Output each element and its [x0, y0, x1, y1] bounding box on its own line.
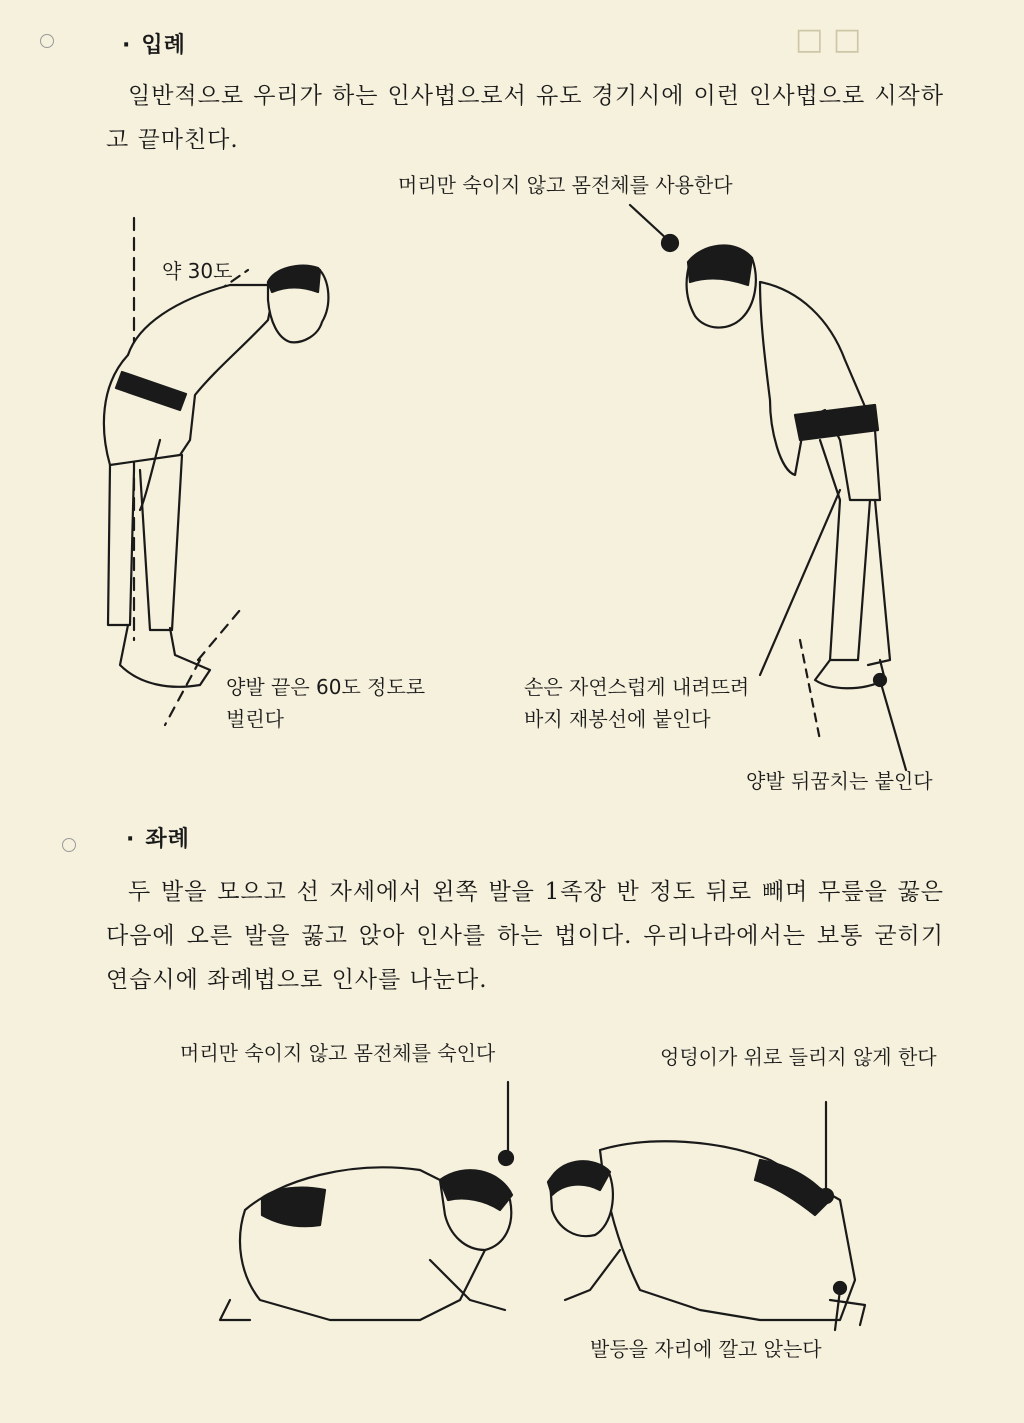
- standing-bow-side-figure: [104, 218, 328, 725]
- heading-text: 좌례: [145, 827, 190, 852]
- callout-dot: [662, 235, 678, 251]
- paragraph-text: 두 발을 모으고 선 자세에서 왼쪽 발을 1족장 반 정도 뒤로 빼며 무릎을 꿇은 다음에 오른 발을 꿇고 앉아 인사를 하는 법이다. 우리나라에서는 보통 굳히기 연습시에 좌례법으로 인사를 나눈다.: [106, 879, 944, 993]
- leader-line-hands: [760, 490, 840, 675]
- kneeling-bow-right-figure: [548, 1102, 865, 1330]
- heading-bullet: ·: [122, 33, 132, 58]
- bleed-through-mark: □ □: [795, 22, 862, 57]
- callout-dot: [834, 1282, 846, 1294]
- caption-toes-line1: 양발 끝은 60도 정도로: [226, 675, 426, 699]
- leader-line-heels: [880, 680, 906, 770]
- caption-head-body: 머리만 숙이지 않고 몸전체를 사용한다: [398, 173, 733, 197]
- callout-dot: [499, 1151, 513, 1165]
- caption-hands-line1: 손은 자연스럽게 내려뜨려: [524, 675, 750, 699]
- standing-bow-front-figure: [630, 205, 906, 770]
- caption-heels: 양발 뒤꿈치는 붙인다: [746, 769, 933, 793]
- callout-dot: [874, 674, 886, 686]
- kneeling-bow-left-figure: [220, 1082, 513, 1320]
- caption-feet: 발등을 자리에 깔고 앉는다: [590, 1337, 822, 1361]
- caption-kneel-head-body: 머리만 숙이지 않고 몸전체를 숙인다: [180, 1041, 496, 1065]
- caption-hips: 엉덩이가 위로 들리지 않게 한다: [660, 1045, 937, 1069]
- caption-hands-line2: 바지 재봉선에 붙인다: [524, 707, 711, 731]
- callout-dot: [819, 1189, 833, 1203]
- leader-line-head: [630, 205, 668, 240]
- paragraph-text: 일반적으로 우리가 하는 인사법으로서 유도 경기시에 이런 인사법으로 시작하고 끝마친다.: [106, 83, 944, 153]
- heading-text: 입례: [141, 33, 186, 58]
- belt-shape: [262, 1188, 325, 1226]
- caption-toes-line2: 벌린다: [226, 707, 284, 731]
- heading-bullet: ·: [126, 827, 136, 852]
- caption-angle: 약 30도: [162, 259, 233, 283]
